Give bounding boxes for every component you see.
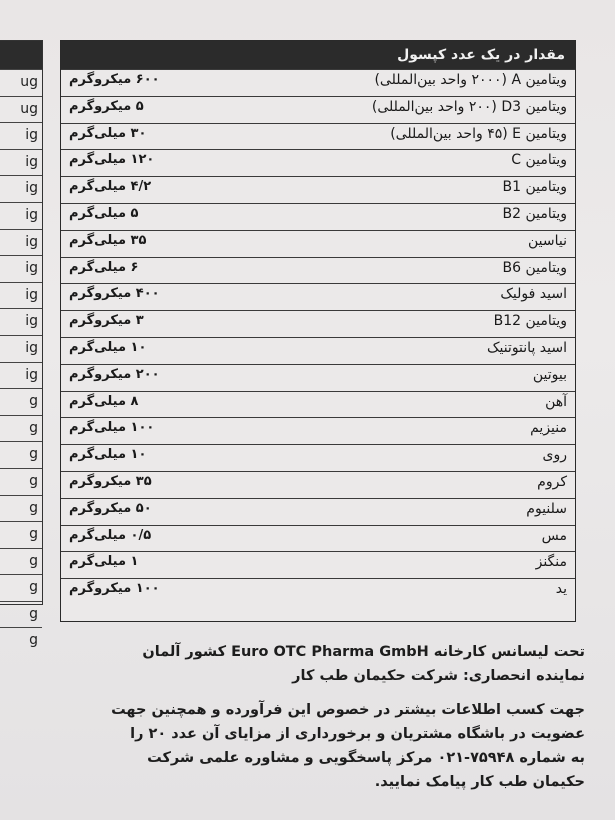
adjacent-table-row xyxy=(0,69,42,96)
adjacent-table-row xyxy=(0,175,42,202)
nutrient-amount: ۱ میلی‌گرم xyxy=(69,554,139,570)
adjacent-table-row xyxy=(0,601,42,628)
table-row xyxy=(61,364,575,391)
unit-fragment: ug xyxy=(20,74,38,90)
nutrient-amount: ۱۲۰ میلی‌گرم xyxy=(69,152,155,168)
nutrient-name: نیاسین xyxy=(528,232,567,249)
license-line: تحت لیسانس کارخانه Euro OTC Pharma GmbH کشور آلمان xyxy=(142,644,585,660)
adjacent-table-row xyxy=(0,548,42,575)
unit-fragment: ig xyxy=(25,127,38,144)
nutrient-name: ویتامین B12 xyxy=(493,313,567,330)
info-paragraph-line: حکیمان طب کار پیامک نمایید. xyxy=(374,774,585,790)
unit-fragment: ig xyxy=(25,153,38,170)
nutrient-name: ویتامین D3 (۲۰۰ واحد بین‌المللی) xyxy=(371,98,567,115)
nutrient-amount: ۶ میلی‌گرم xyxy=(69,259,139,275)
nutrient-amount: ۳ میکروگرم xyxy=(69,313,144,329)
unit-fragment: g xyxy=(29,526,38,543)
table-row xyxy=(61,578,575,605)
table-row xyxy=(61,149,575,176)
table-header: مقدار در یک عدد کپسول xyxy=(61,41,575,69)
table-row xyxy=(61,525,575,552)
table-row xyxy=(61,283,575,310)
adjacent-table-row xyxy=(0,495,42,522)
table-row xyxy=(61,391,575,418)
unit-fragment: g xyxy=(29,446,38,463)
nutrient-amount: ۱۰۰ میلی‌گرم xyxy=(69,420,155,436)
nutrient-name: بیوتین xyxy=(532,366,567,383)
table-row xyxy=(61,203,575,230)
nutrient-name: روی xyxy=(542,447,567,464)
nutrient-name: ویتامین A (۲۰۰۰ واحد بین‌المللی) xyxy=(374,72,567,88)
unit-fragment: g xyxy=(29,419,38,436)
adjacent-table-row xyxy=(0,308,42,335)
nutrient-name: ویتامین E (۴۵ واحد بین‌المللی) xyxy=(390,125,567,142)
adjacent-table-row xyxy=(0,362,42,389)
table-row xyxy=(61,230,575,257)
adjacent-table-row xyxy=(0,468,42,495)
nutrient-name: ویتامین B6 xyxy=(502,259,567,276)
adjacent-table-row xyxy=(0,335,42,362)
adjacent-table-row xyxy=(0,521,42,548)
unit-fragment: g xyxy=(29,579,38,596)
unit-fragment: ig xyxy=(25,339,38,356)
representative-line: نماینده انحصاری: شرکت حکیمان طب کار xyxy=(292,668,585,684)
table-row xyxy=(61,176,575,203)
nutrient-name: سلنیوم xyxy=(526,500,567,517)
nutrient-amount: ۳۵ میلی‌گرم xyxy=(69,232,147,248)
table-row xyxy=(61,69,575,96)
unit-fragment: g xyxy=(29,605,38,622)
adjacent-table-row xyxy=(0,122,42,149)
unit-fragment: g xyxy=(29,393,38,410)
nutrient-name: کروم xyxy=(537,473,567,490)
unit-fragment: ig xyxy=(25,286,38,303)
nutrient-amount: ۵ میکروگرم xyxy=(69,98,144,114)
unit-fragment: g xyxy=(29,499,38,516)
nutrient-amount: ۱۰ میلی‌گرم xyxy=(69,447,147,463)
nutrient-amount: ۶۰۰ میکروگرم xyxy=(69,72,160,87)
nutrient-amount: ۳۰ میلی‌گرم xyxy=(69,125,147,141)
nutrient-name: ویتامین B2 xyxy=(502,205,567,222)
nutrient-name: منگنز xyxy=(535,554,567,571)
adjacent-table-row xyxy=(0,255,42,282)
footer-text xyxy=(20,640,585,794)
nutrient-amount: ۴/۲ میلی‌گرم xyxy=(69,179,152,195)
nutrient-name: مس xyxy=(541,527,567,544)
adjacent-table-row xyxy=(0,149,42,176)
unit-fragment: ig xyxy=(25,260,38,277)
unit-fragment: g xyxy=(29,632,38,649)
table-row xyxy=(61,444,575,471)
unit-fragment: g xyxy=(29,472,38,489)
adjacent-table-row xyxy=(0,96,42,123)
nutrient-name: ید xyxy=(555,581,567,598)
unit-fragment: ig xyxy=(25,366,38,383)
table-row xyxy=(61,471,575,498)
adjacent-table-fragment xyxy=(0,40,43,649)
adjacent-table-row xyxy=(0,415,42,442)
unit-fragment: ig xyxy=(25,313,38,330)
nutrient-name: اسید فولیک xyxy=(500,286,567,303)
nutrient-amount: ۸ میلی‌گرم xyxy=(69,393,139,409)
adjacent-table-row xyxy=(0,388,42,415)
table-row xyxy=(61,123,575,150)
nutrient-table xyxy=(60,40,576,622)
unit-fragment: g xyxy=(29,552,38,569)
adjacent-table-row xyxy=(0,229,42,256)
nutrient-name: آهن xyxy=(545,393,567,410)
unit-fragment: ig xyxy=(25,233,38,250)
nutrient-amount: ۳۵ میکروگرم xyxy=(69,473,152,489)
nutrient-amount: ۴۰۰ میکروگرم xyxy=(69,286,160,302)
table-row xyxy=(61,310,575,337)
nutrient-amount: ۵۰ میکروگرم xyxy=(69,500,152,516)
info-paragraph-line: جهت کسب اطلاعات بیشتر در خصوص این فرآورده و همچنین جهت xyxy=(111,702,585,718)
nutrient-amount: ۱۰ میلی‌گرم xyxy=(69,339,147,355)
adjacent-table-row xyxy=(0,202,42,229)
adjacent-table-row xyxy=(0,282,42,309)
adjacent-table-row xyxy=(0,574,42,601)
table-row xyxy=(61,337,575,364)
table-row xyxy=(61,257,575,284)
nutrient-amount: ۰/۵ میلی‌گرم xyxy=(69,527,152,543)
unit-fragment: ig xyxy=(25,206,38,223)
info-paragraph-line: به شماره ۷۵۹۴۸-۰۲۱ مرکز پاسخگویی و مشاوره علمی شرکت xyxy=(147,750,585,766)
table-row xyxy=(61,498,575,525)
nutrient-amount: ۲۰۰ میکروگرم xyxy=(69,366,160,382)
adjacent-table-header xyxy=(0,41,42,69)
unit-fragment: ug xyxy=(20,100,38,117)
nutrient-name: اسید پانتوتنیک xyxy=(486,339,567,356)
table-row xyxy=(61,96,575,123)
info-paragraph-line: عضویت در باشگاه مشتریان و برخورداری از مزایای آن عدد ۲۰ را xyxy=(130,726,585,742)
nutrient-amount: ۱۰۰ میکروگرم xyxy=(69,581,160,597)
nutrient-name: ویتامین B1 xyxy=(502,179,567,196)
table-row xyxy=(61,551,575,578)
nutrient-name: ویتامین C xyxy=(511,152,567,169)
adjacent-table-row xyxy=(0,441,42,468)
nutrient-amount: ۵ میلی‌گرم xyxy=(69,205,139,221)
nutrient-name: منیزیم xyxy=(530,420,567,437)
table-row xyxy=(61,417,575,444)
unit-fragment: ig xyxy=(25,180,38,197)
